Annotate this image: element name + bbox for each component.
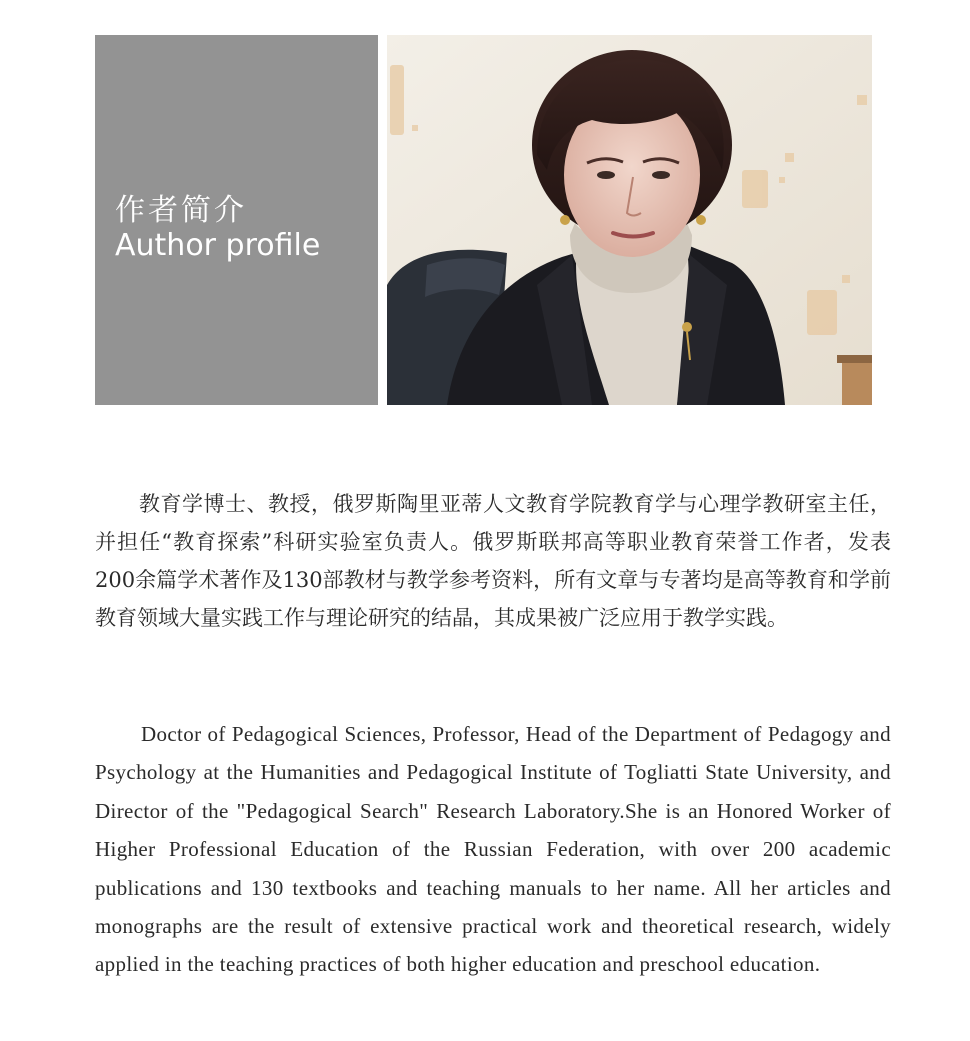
author-portrait (387, 35, 872, 405)
biography-english: Doctor of Pedagogical Sciences, Professor, Head of the Department of Pedagogy and Psychology at the Humanities and Pedagogical Institute of Togliatti State University, and Director of the "Pedagogical Search" Research Laboratory.She is an Honored Worker of Higher Professional Education of the Russian Federation, with over 200 academic publications and 130 textbooks and teaching manuals to her name. All her articles and monographs are the result of extensive practical work and theoretical research, widely applied in the teaching practices of both higher education and preschool education. (95, 722, 891, 977)
title-chinese: 作者简介 (115, 193, 247, 228)
biography-chinese: 教育学博士、教授，俄罗斯陶里亚蒂人文教育学院教育学与心理学教研室主任，并担任“教育探索”科研实验室负责人。俄罗斯联邦高等职业教育荣誉工作者，发表200余篇学术著作及130部教材与教学参考资料，所有文章与专著均是高等教育和学前教育领域大量实践工作与理论研究的结晶，其成果被广泛应用于教学实践。 (95, 492, 891, 630)
title-english: Author profile (115, 228, 321, 263)
portrait-illustration (387, 35, 872, 405)
title-block (95, 35, 378, 405)
